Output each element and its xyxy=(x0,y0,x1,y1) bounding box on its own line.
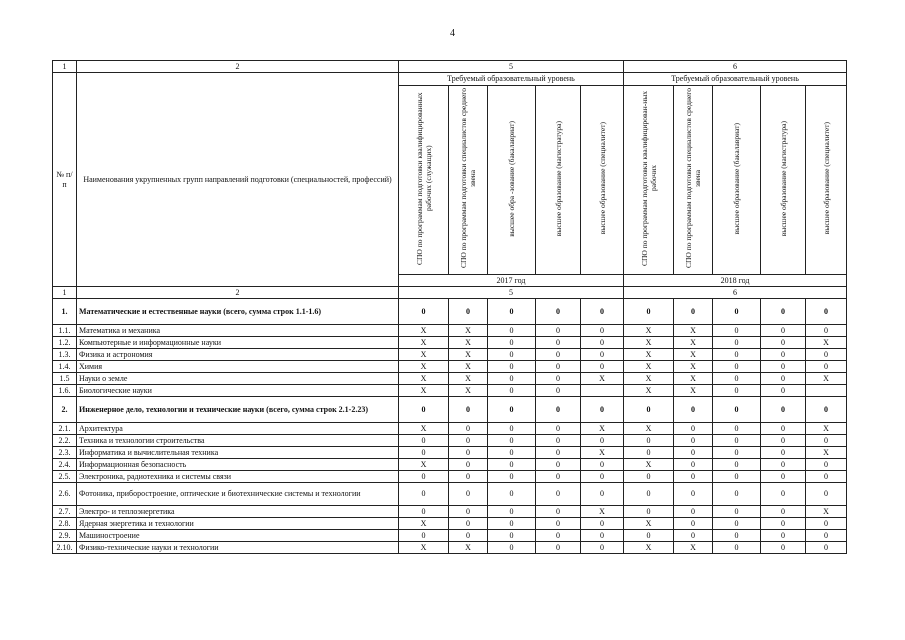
value-cell: X xyxy=(624,349,674,361)
value-cell: X xyxy=(806,337,847,349)
value-cell: 0 xyxy=(761,361,806,373)
row-number: 2.10. xyxy=(53,542,77,554)
value-cell: 0 xyxy=(449,423,488,435)
row-number: 1.1. xyxy=(53,325,77,337)
row-name: Техника и технологии строительства xyxy=(77,435,399,447)
col-1-number: 1 xyxy=(53,61,77,73)
value-cell: 0 xyxy=(536,542,581,554)
value-cell: 0 xyxy=(806,299,847,325)
value-cell: 0 xyxy=(581,299,624,325)
row-name: Информатика и вычислительная техника xyxy=(77,447,399,459)
level-header-2018: СПО по программам подготовки квалифицирован-ных рабочих xyxy=(624,86,674,275)
row-name: Математические и естественные науки (всего, сумма строк 1.1-1.6) xyxy=(77,299,399,325)
value-cell: 0 xyxy=(624,447,674,459)
value-cell: X xyxy=(624,361,674,373)
value-cell: 0 xyxy=(806,518,847,530)
value-cell: X xyxy=(624,518,674,530)
table-row xyxy=(53,349,847,361)
value-cell: 0 xyxy=(624,299,674,325)
row-number: 1.3. xyxy=(53,349,77,361)
value-cell: 0 xyxy=(624,506,674,518)
value-cell: 0 xyxy=(449,530,488,542)
value-cell: X xyxy=(581,423,624,435)
value-cell: X xyxy=(624,542,674,554)
column-number-row xyxy=(53,61,847,73)
value-cell: X xyxy=(399,385,449,397)
row-number: 2.9. xyxy=(53,530,77,542)
value-cell: 0 xyxy=(713,530,761,542)
value-cell: 0 xyxy=(674,397,713,423)
row-name: Науки о земле xyxy=(77,373,399,385)
value-cell: X xyxy=(581,447,624,459)
value-cell xyxy=(581,385,624,397)
value-cell: 0 xyxy=(449,435,488,447)
value-cell: 0 xyxy=(449,506,488,518)
value-cell: 0 xyxy=(536,459,581,471)
table-row xyxy=(53,435,847,447)
value-cell: 0 xyxy=(488,423,536,435)
table-row xyxy=(53,506,847,518)
row-name: Инженерное дело, технологии и технические науки (всего, сумма строк 2.1-2.23) xyxy=(77,397,399,423)
level-header-2018: высшее образование (специалитет) xyxy=(806,86,847,275)
value-cell: X xyxy=(624,459,674,471)
value-cell: 0 xyxy=(806,483,847,506)
value-cell: 0 xyxy=(399,397,449,423)
value-cell: X xyxy=(624,337,674,349)
col-5-number: 5 xyxy=(399,287,624,299)
level-header-2017: СПО по программам подготовки квалифицированных рабочих (служащих) xyxy=(399,86,449,275)
col-1-number: 1 xyxy=(53,287,77,299)
value-cell: 0 xyxy=(449,397,488,423)
table-row xyxy=(53,373,847,385)
required-level-2018: Требуемый образовательный уровень xyxy=(624,73,847,86)
table-row xyxy=(53,518,847,530)
value-cell: 0 xyxy=(581,530,624,542)
value-cell: 0 xyxy=(399,447,449,459)
value-cell: 0 xyxy=(674,518,713,530)
value-cell: 0 xyxy=(449,471,488,483)
value-cell: 0 xyxy=(536,337,581,349)
value-cell: X xyxy=(399,518,449,530)
row-name: Химия xyxy=(77,361,399,373)
value-cell: 0 xyxy=(674,447,713,459)
value-cell: 0 xyxy=(488,459,536,471)
value-cell: 0 xyxy=(713,385,761,397)
row-number: 1. xyxy=(53,299,77,325)
year-2018: 2018 год xyxy=(624,275,847,287)
level-header-2017: высшее образование (специалитет) xyxy=(581,86,624,275)
value-cell: 0 xyxy=(536,325,581,337)
value-cell: 0 xyxy=(488,385,536,397)
value-cell: 0 xyxy=(806,325,847,337)
value-cell: 0 xyxy=(536,518,581,530)
row-name: Физика и астрономия xyxy=(77,349,399,361)
value-cell: X xyxy=(624,385,674,397)
section-row xyxy=(53,299,847,325)
value-cell: 0 xyxy=(536,373,581,385)
value-cell: 0 xyxy=(399,299,449,325)
value-cell: 0 xyxy=(488,299,536,325)
value-cell: 0 xyxy=(713,447,761,459)
value-cell: 0 xyxy=(488,325,536,337)
value-cell: 0 xyxy=(713,542,761,554)
value-cell: X xyxy=(674,361,713,373)
value-cell: 0 xyxy=(674,506,713,518)
value-cell: 0 xyxy=(581,349,624,361)
value-cell: 0 xyxy=(806,397,847,423)
value-cell: 0 xyxy=(581,435,624,447)
value-cell: 0 xyxy=(713,337,761,349)
value-cell: 0 xyxy=(536,483,581,506)
value-cell: X xyxy=(449,385,488,397)
value-cell: 0 xyxy=(761,325,806,337)
value-cell: 0 xyxy=(761,506,806,518)
value-cell: X xyxy=(674,542,713,554)
value-cell: X xyxy=(806,423,847,435)
value-cell: 0 xyxy=(761,349,806,361)
value-cell: 0 xyxy=(713,325,761,337)
value-cell: 0 xyxy=(761,542,806,554)
value-cell: 0 xyxy=(806,542,847,554)
value-cell: X xyxy=(399,337,449,349)
data-table xyxy=(52,60,847,554)
table-row xyxy=(53,423,847,435)
row-name: Ядерная энергетика и технологии xyxy=(77,518,399,530)
value-cell: 0 xyxy=(713,361,761,373)
value-cell: X xyxy=(399,349,449,361)
value-cell: 0 xyxy=(713,349,761,361)
value-cell: 0 xyxy=(536,471,581,483)
value-cell: 0 xyxy=(713,423,761,435)
value-cell: 0 xyxy=(761,471,806,483)
row-number: 1.5 xyxy=(53,373,77,385)
value-cell: 0 xyxy=(761,299,806,325)
table-row xyxy=(53,447,847,459)
value-cell: 0 xyxy=(713,518,761,530)
value-cell: 0 xyxy=(536,349,581,361)
value-cell: X xyxy=(674,349,713,361)
required-level-2017: Требуемый образовательный уровень xyxy=(399,73,624,86)
value-cell: 0 xyxy=(536,435,581,447)
value-cell: 0 xyxy=(399,506,449,518)
value-cell: 0 xyxy=(674,423,713,435)
value-cell: 0 xyxy=(488,506,536,518)
row-name: Электроника, радиотехника и системы связи xyxy=(77,471,399,483)
table-row xyxy=(53,337,847,349)
value-cell: X xyxy=(806,447,847,459)
value-cell: 0 xyxy=(536,506,581,518)
row-name: Биологические науки xyxy=(77,385,399,397)
value-cell: X xyxy=(674,325,713,337)
value-cell: 0 xyxy=(449,518,488,530)
value-cell: 0 xyxy=(713,506,761,518)
row-number: 2.5. xyxy=(53,471,77,483)
value-cell: 0 xyxy=(449,483,488,506)
level-header-2018: СПО по программам подготовки специалистов среднего звена xyxy=(674,86,713,275)
value-cell: X xyxy=(624,325,674,337)
value-cell: 0 xyxy=(761,459,806,471)
value-cell: 0 xyxy=(488,530,536,542)
value-cell: 0 xyxy=(399,471,449,483)
value-cell: X xyxy=(449,361,488,373)
value-cell: 0 xyxy=(399,530,449,542)
value-cell: 0 xyxy=(713,373,761,385)
value-cell: 0 xyxy=(674,299,713,325)
value-cell: 0 xyxy=(488,361,536,373)
value-cell: 0 xyxy=(581,397,624,423)
value-cell: 0 xyxy=(581,361,624,373)
value-cell: 0 xyxy=(449,447,488,459)
value-cell: 0 xyxy=(806,459,847,471)
table-row xyxy=(53,385,847,397)
value-cell: 0 xyxy=(761,518,806,530)
row-number: 2.4. xyxy=(53,459,77,471)
value-cell: 0 xyxy=(713,435,761,447)
value-cell: 0 xyxy=(536,361,581,373)
value-cell: 0 xyxy=(488,447,536,459)
page-number: 4 xyxy=(450,28,455,39)
value-cell: 0 xyxy=(674,435,713,447)
value-cell: 0 xyxy=(488,337,536,349)
value-cell: 0 xyxy=(674,530,713,542)
table-row xyxy=(53,325,847,337)
col-2-number: 2 xyxy=(77,287,399,299)
value-cell: 0 xyxy=(806,361,847,373)
row-name: Архитектура xyxy=(77,423,399,435)
level-header-2017: высшее образование (магистратура) xyxy=(536,86,581,275)
num-label: № п/п xyxy=(53,73,77,287)
col-6-number: 6 xyxy=(624,61,847,73)
row-name: Фотоника, приборостроение, оптические и биотехнические системы и технологии xyxy=(77,483,399,506)
value-cell: 0 xyxy=(674,471,713,483)
value-cell: 0 xyxy=(761,337,806,349)
row-number: 2.1. xyxy=(53,423,77,435)
value-cell: X xyxy=(399,542,449,554)
row-number: 2.6. xyxy=(53,483,77,506)
value-cell: 0 xyxy=(449,459,488,471)
value-cell: X xyxy=(399,373,449,385)
value-cell: X xyxy=(449,373,488,385)
row-number: 2. xyxy=(53,397,77,423)
value-cell: 0 xyxy=(488,397,536,423)
row-name: Информационная безопасность xyxy=(77,459,399,471)
required-level-row xyxy=(53,73,847,86)
value-cell: 0 xyxy=(624,471,674,483)
value-cell: X xyxy=(399,459,449,471)
value-cell: 0 xyxy=(536,397,581,423)
value-cell: 0 xyxy=(581,325,624,337)
value-cell: 0 xyxy=(674,483,713,506)
row-name: Машиностроение xyxy=(77,530,399,542)
value-cell: 0 xyxy=(624,435,674,447)
value-cell: X xyxy=(449,325,488,337)
value-cell: X xyxy=(449,542,488,554)
level-header-2017: высшее обра -зование (бакалавриат) xyxy=(488,86,536,275)
value-cell: X xyxy=(449,349,488,361)
row-number: 2.3. xyxy=(53,447,77,459)
value-cell: 0 xyxy=(761,385,806,397)
value-cell: 0 xyxy=(806,435,847,447)
column-number-row-repeat xyxy=(53,287,847,299)
table-row xyxy=(53,361,847,373)
value-cell: 0 xyxy=(536,530,581,542)
value-cell: X xyxy=(674,385,713,397)
table-row xyxy=(53,459,847,471)
row-name: Физико-технические науки и технологии xyxy=(77,542,399,554)
value-cell: 0 xyxy=(581,483,624,506)
value-cell: 0 xyxy=(806,530,847,542)
row-name: Математика и механика xyxy=(77,325,399,337)
value-cell: 0 xyxy=(624,483,674,506)
value-cell: X xyxy=(399,325,449,337)
section-row xyxy=(53,397,847,423)
value-cell: 0 xyxy=(399,435,449,447)
value-cell: 0 xyxy=(488,373,536,385)
value-cell: X xyxy=(581,373,624,385)
table-row xyxy=(53,542,847,554)
value-cell: X xyxy=(806,373,847,385)
value-cell: 0 xyxy=(713,471,761,483)
value-cell: 0 xyxy=(488,483,536,506)
table-row xyxy=(53,483,847,506)
value-cell: 0 xyxy=(761,447,806,459)
value-cell: 0 xyxy=(674,459,713,471)
value-cell: X xyxy=(674,337,713,349)
value-cell: 0 xyxy=(488,349,536,361)
value-cell: 0 xyxy=(761,373,806,385)
value-cell: 0 xyxy=(581,459,624,471)
value-cell: X xyxy=(581,506,624,518)
value-cell: 0 xyxy=(624,397,674,423)
value-cell: 0 xyxy=(713,459,761,471)
value-cell: 0 xyxy=(488,518,536,530)
value-cell: 0 xyxy=(536,385,581,397)
table-row xyxy=(53,471,847,483)
row-name: Электро- и теплоэнергетика xyxy=(77,506,399,518)
value-cell: 0 xyxy=(713,299,761,325)
value-cell: 0 xyxy=(581,542,624,554)
value-cell: 0 xyxy=(399,483,449,506)
row-number: 2.2. xyxy=(53,435,77,447)
value-cell: 0 xyxy=(761,397,806,423)
value-cell: 0 xyxy=(806,471,847,483)
value-cell: X xyxy=(624,373,674,385)
row-number: 1.4. xyxy=(53,361,77,373)
value-cell: 0 xyxy=(761,483,806,506)
value-cell: 0 xyxy=(488,542,536,554)
value-cell: 0 xyxy=(581,471,624,483)
value-cell: 0 xyxy=(536,423,581,435)
level-header-2018: высшее образование (бакалавриат) xyxy=(713,86,761,275)
value-cell: 0 xyxy=(624,530,674,542)
value-cell: 0 xyxy=(581,518,624,530)
col-2-number: 2 xyxy=(77,61,399,73)
value-cell: X xyxy=(399,423,449,435)
value-cell: 0 xyxy=(713,397,761,423)
value-cell: 0 xyxy=(761,423,806,435)
value-cell: X xyxy=(624,423,674,435)
value-cell: X xyxy=(399,361,449,373)
row-number: 2.8. xyxy=(53,518,77,530)
value-cell: 0 xyxy=(806,349,847,361)
value-cell: 0 xyxy=(761,530,806,542)
value-cell: 0 xyxy=(488,435,536,447)
table-row xyxy=(53,530,847,542)
row-number: 2.7. xyxy=(53,506,77,518)
value-cell: 0 xyxy=(761,435,806,447)
row-number: 1.6. xyxy=(53,385,77,397)
row-name: Компьютерные и информационные науки xyxy=(77,337,399,349)
value-cell xyxy=(806,385,847,397)
value-cell: 0 xyxy=(536,299,581,325)
level-header-2017: СПО по программам подготовки специалистов среднего звена xyxy=(449,86,488,275)
value-cell: 0 xyxy=(713,483,761,506)
value-cell: X xyxy=(674,373,713,385)
name-label: Наименования укрупненных групп направлений подготовки (специальностей, профессий) xyxy=(77,73,399,287)
value-cell: X xyxy=(806,506,847,518)
value-cell: 0 xyxy=(536,447,581,459)
year-2017: 2017 год xyxy=(399,275,624,287)
value-cell: 0 xyxy=(581,337,624,349)
value-cell: 0 xyxy=(449,299,488,325)
value-cell: 0 xyxy=(488,471,536,483)
value-cell: X xyxy=(449,337,488,349)
row-number: 1.2. xyxy=(53,337,77,349)
col-5-number: 5 xyxy=(399,61,624,73)
col-6-number: 6 xyxy=(624,287,847,299)
level-header-2018: высшее образование (магистратура) xyxy=(761,86,806,275)
